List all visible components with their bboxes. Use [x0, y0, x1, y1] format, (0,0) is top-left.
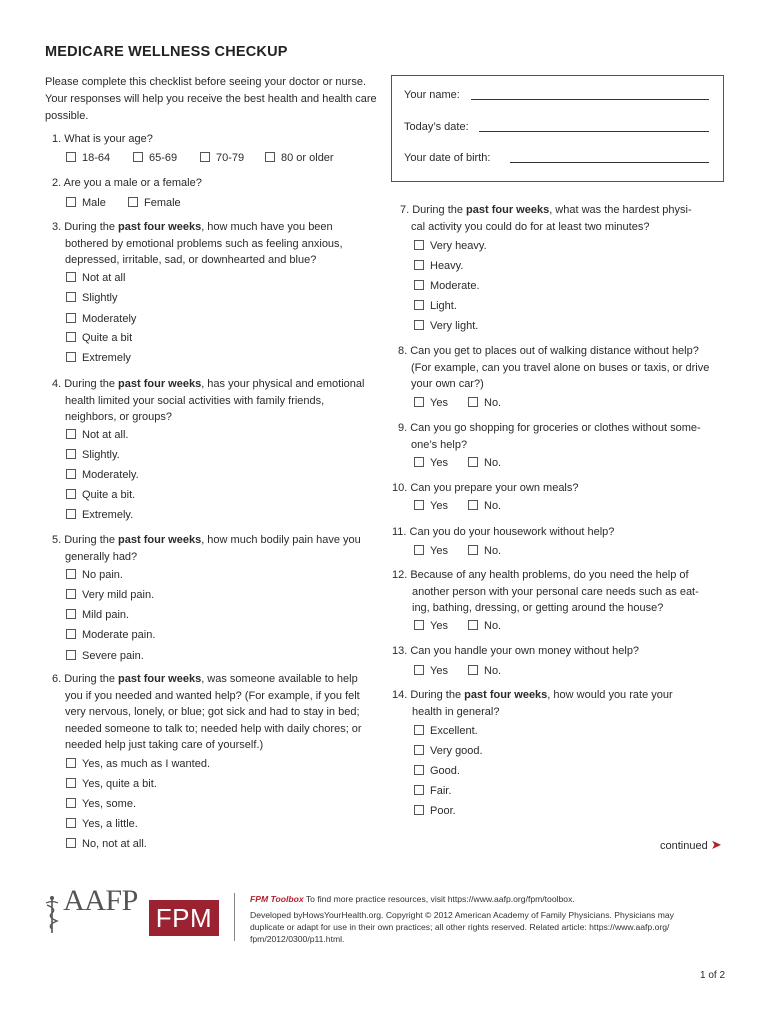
question-8: 8. Can you get to places out of walking distance without help? (For example, can you travel alone on buses or taxis, or drive your own car?) [398, 345, 710, 390]
checkbox-icon[interactable] [414, 620, 424, 630]
checkbox-icon[interactable] [414, 240, 424, 250]
checkbox-icon[interactable] [468, 545, 478, 555]
continued-label: continued ➤ [660, 837, 722, 852]
checkbox-icon[interactable] [414, 665, 424, 675]
question-11: 11. Can you do your housework without help? [392, 526, 615, 538]
q14-option-2[interactable]: Very good. [414, 744, 483, 758]
checkbox-icon[interactable] [66, 838, 76, 848]
q3-option-2[interactable]: Slightly [66, 291, 117, 305]
checkbox-icon[interactable] [66, 352, 76, 362]
checkbox-icon[interactable] [66, 609, 76, 619]
q5-option-5[interactable]: Severe pain. [66, 649, 144, 663]
q4-option-5[interactable]: Extremely. [66, 508, 133, 522]
checkbox-icon[interactable] [414, 280, 424, 290]
q6-option-1[interactable]: Yes, as much as I wanted. [66, 757, 210, 771]
question-4: 4. During the past four weeks, has your physical and emotional health limited your social activities with family friends, neighbors, or groups? [52, 378, 365, 423]
checkbox-icon[interactable] [66, 629, 76, 639]
arrow-right-icon: ➤ [710, 837, 722, 852]
checkbox-icon[interactable] [414, 805, 424, 815]
aafp-logo: AAFP [44, 893, 138, 935]
q10-option-yes[interactable]: Yes [414, 499, 448, 513]
q3-option-4[interactable]: Quite a bit [66, 331, 132, 345]
date-field[interactable] [479, 131, 709, 132]
q7-option-1[interactable]: Very heavy. [414, 239, 487, 253]
checkbox-icon[interactable] [414, 765, 424, 775]
page-number: 1 of 2 [700, 970, 726, 981]
q3-option-1[interactable]: Not at all [66, 271, 125, 285]
checkbox-icon[interactable] [414, 785, 424, 795]
checkbox-icon[interactable] [66, 589, 76, 599]
checkbox-icon[interactable] [414, 260, 424, 270]
checkbox-icon[interactable] [66, 313, 76, 323]
q12-option-no[interactable]: No. [468, 619, 501, 633]
q6-option-5[interactable]: No, not at all. [66, 837, 147, 851]
q14-option-4[interactable]: Fair. [414, 784, 451, 798]
q2-option-1[interactable]: Male [66, 196, 106, 210]
name-label: Your name: [404, 89, 460, 101]
checkbox-icon[interactable] [66, 469, 76, 479]
question-1: 1. What is your age? [52, 133, 153, 145]
name-field[interactable] [471, 99, 709, 100]
q6-option-3[interactable]: Yes, some. [66, 797, 136, 811]
q1-option-1[interactable]: 18-64 [66, 151, 110, 165]
q5-option-2[interactable]: Very mild pain. [66, 588, 154, 602]
q10-option-no[interactable]: No. [468, 499, 501, 513]
q11-option-yes[interactable]: Yes [414, 544, 448, 558]
footer-toolbox: FPM Toolbox To find more practice resources, visit https://www.aafp.org/fpm/toolbox. [250, 894, 575, 904]
checkbox-icon[interactable] [468, 397, 478, 407]
question-9: 9. Can you go shopping for groceries or clothes without some- one’s help? [398, 422, 701, 451]
q8-option-yes[interactable]: Yes [414, 396, 448, 410]
q4-option-3[interactable]: Moderately. [66, 468, 139, 482]
q5-option-4[interactable]: Moderate pain. [66, 628, 155, 642]
checkbox-icon[interactable] [414, 397, 424, 407]
checkbox-icon[interactable] [265, 152, 275, 162]
patient-info-box [391, 75, 724, 182]
footer-copyright: Developed byHowsYourHealth.org. Copyright © 2012 American Academy of Family Physicians. Physicians may duplicate or adapt for use in their own practices; all other rights reserved. Related article: https://www.aafp.org/ fpm/2012/0300/p11.html. [250, 910, 674, 944]
date-label: Today’s date: [404, 121, 469, 133]
checkbox-icon[interactable] [414, 300, 424, 310]
q7-option-4[interactable]: Light. [414, 299, 457, 313]
q1-option-3[interactable]: 70-79 [200, 151, 244, 165]
checkbox-icon[interactable] [468, 665, 478, 675]
question-2: 2. Are you a male or a female? [52, 177, 202, 189]
checkbox-icon[interactable] [66, 650, 76, 660]
q1-option-2[interactable]: 65-69 [133, 151, 177, 165]
q11-option-no[interactable]: No. [468, 544, 501, 558]
checkbox-icon[interactable] [66, 449, 76, 459]
q2-option-2[interactable]: Female [128, 196, 181, 210]
checkbox-icon[interactable] [128, 197, 138, 207]
checkbox-icon[interactable] [468, 500, 478, 510]
q3-option-3[interactable]: Moderately [66, 312, 136, 326]
question-6: 6. During the past four weeks, was someone available to help you if you needed and wanted help? (For example, if you felt very nervous, lonely, or blue; got sick and had to stay in bed; needed someone to talk to; needed help with daily chores; or needed help just taking care of yourself.) [52, 673, 362, 751]
q14-option-3[interactable]: Good. [414, 764, 460, 778]
checkbox-icon[interactable] [414, 745, 424, 755]
q5-option-3[interactable]: Mild pain. [66, 608, 129, 622]
q9-option-no[interactable]: No. [468, 456, 501, 470]
question-14: 14. During the past four weeks, how would you rate your health in general? [392, 689, 673, 718]
question-13: 13. Can you handle your own money without help? [392, 645, 640, 657]
intro-text: Please complete this checklist before seeing your doctor or nurse. Your responses will help you receive the best health and health care possible. [45, 76, 377, 122]
checkbox-icon[interactable] [66, 152, 76, 162]
checkbox-icon[interactable] [200, 152, 210, 162]
question-3: 3. During the past four weeks, how much have you been bothered by emotional problems such as feeling anxious, depressed, irritable, sad, or downhearted and blue? [52, 221, 343, 266]
question-10: 10. Can you prepare your own meals? [392, 482, 579, 494]
caduceus-icon [44, 895, 60, 935]
question-5: 5. During the past four weeks, how much bodily pain have you generally had? [52, 534, 361, 563]
q6-option-4[interactable]: Yes, a little. [66, 817, 138, 831]
footer-divider [234, 893, 235, 941]
checkbox-icon[interactable] [414, 545, 424, 555]
checkbox-icon[interactable] [66, 758, 76, 768]
q7-option-3[interactable]: Moderate. [414, 279, 480, 293]
checkbox-icon[interactable] [414, 500, 424, 510]
q13-option-no[interactable]: No. [468, 664, 501, 678]
checkbox-icon[interactable] [66, 332, 76, 342]
checkbox-icon[interactable] [414, 725, 424, 735]
checkbox-icon[interactable] [414, 320, 424, 330]
checkbox-icon[interactable] [66, 429, 76, 439]
checkbox-icon[interactable] [468, 620, 478, 630]
q6-option-2[interactable]: Yes, quite a bit. [66, 777, 157, 791]
checkbox-icon[interactable] [66, 798, 76, 808]
question-7: 7. During the past four weeks, what was the hardest physi- cal activity you could do for at least two minutes? [400, 204, 692, 233]
q7-option-2[interactable]: Heavy. [414, 259, 463, 273]
q9-option-yes[interactable]: Yes [414, 456, 448, 470]
dob-label: Your date of birth: [404, 152, 491, 164]
page-title: MEDICARE WELLNESS CHECKUP [45, 44, 288, 60]
q7-option-5[interactable]: Very light. [414, 319, 478, 333]
checkbox-icon[interactable] [66, 818, 76, 828]
q4-option-4[interactable]: Quite a bit. [66, 488, 135, 502]
checkbox-icon[interactable] [66, 292, 76, 302]
checkbox-icon[interactable] [66, 509, 76, 519]
checkbox-icon[interactable] [66, 489, 76, 499]
checkbox-icon[interactable] [66, 272, 76, 282]
q3-option-5[interactable]: Extremely [66, 351, 131, 365]
q12-option-yes[interactable]: Yes [414, 619, 448, 633]
checkbox-icon[interactable] [133, 152, 143, 162]
q4-option-2[interactable]: Slightly. [66, 448, 120, 462]
question-12: 12. Because of any health problems, do you need the help of another person with your personal care needs such as eat- ing, bathing, dressing, or getting around the house? [392, 569, 699, 614]
checkbox-icon[interactable] [66, 569, 76, 579]
q1-option-4[interactable]: 80 or older [265, 151, 334, 165]
dob-field[interactable] [510, 162, 709, 163]
checkbox-icon[interactable] [66, 197, 76, 207]
checkbox-icon[interactable] [414, 457, 424, 467]
q5-option-1[interactable]: No pain. [66, 568, 123, 582]
q13-option-yes[interactable]: Yes [414, 664, 448, 678]
checkbox-icon[interactable] [66, 778, 76, 788]
q14-option-1[interactable]: Excellent. [414, 724, 478, 738]
fpm-logo: FPM [149, 900, 219, 936]
q14-option-5[interactable]: Poor. [414, 804, 456, 818]
q8-option-no[interactable]: No. [468, 396, 501, 410]
q4-option-1[interactable]: Not at all. [66, 428, 128, 442]
checkbox-icon[interactable] [468, 457, 478, 467]
